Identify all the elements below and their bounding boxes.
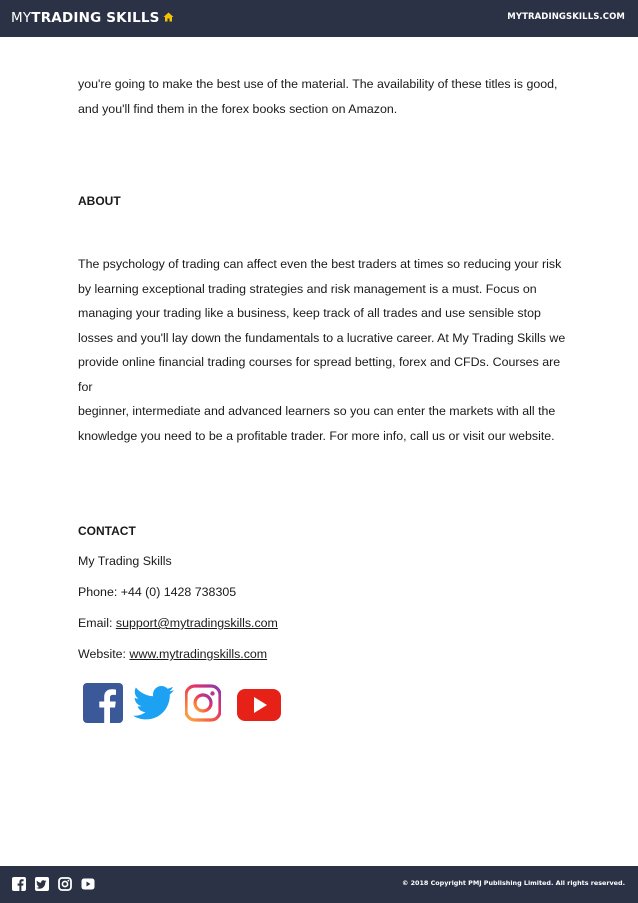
site-url[interactable]: MYTRADINGSKILLS.COM xyxy=(507,12,625,22)
about-line: beginner, intermediate and advanced learners so you can enter the markets with all the xyxy=(78,404,556,418)
instagram-icon[interactable] xyxy=(58,877,72,891)
header-bar xyxy=(0,0,638,37)
about-line: knowledge you need to be a profitable trader. For more info, call us or visit our website. xyxy=(78,428,555,443)
email-link[interactable]: support@mytradingskills.com xyxy=(115,616,278,630)
contact-phone: Phone: +44 (0) 1428 738305 xyxy=(78,585,237,599)
about-line: provide online financial trading courses for spread betting, forex and CFDs. Courses are for xyxy=(78,355,561,394)
instagram-icon[interactable] xyxy=(185,683,221,723)
website-link[interactable]: www.mytradingskills.com xyxy=(129,647,268,661)
about-line: losses and you'll lay down the fundamentals to a lucrative career. At My Trading Skills we xyxy=(78,330,566,345)
logo-text-my: MY xyxy=(11,10,32,26)
facebook-icon[interactable] xyxy=(83,683,123,723)
intro-paragraph xyxy=(78,72,568,121)
intro-line: and you'll find them in the forex books section on Amazon. xyxy=(78,101,398,116)
contact-heading: CONTACT xyxy=(78,524,136,538)
copyright-text: © 2018 Copyright PMJ Publishing Limited. All rights reserved. xyxy=(401,879,625,887)
contact-email-row xyxy=(78,616,278,630)
twitter-icon[interactable] xyxy=(132,683,176,723)
email-label: Email: xyxy=(78,616,116,630)
contact-website-row xyxy=(78,647,267,661)
youtube-icon[interactable] xyxy=(81,877,95,891)
about-line: by learning exceptional trading strategies and risk management is a must. Focus on xyxy=(78,281,537,296)
about-line: managing your trading like a business, keep track of all trades and use sensible stop xyxy=(78,306,541,320)
intro-line: you're going to make the best use of the material. The availability of these titles is good, xyxy=(78,77,558,91)
logo-text-trading-skills: TRADING SKILLS xyxy=(31,10,160,26)
contact-company: My Trading Skills xyxy=(78,554,172,568)
footer-bar xyxy=(0,866,638,903)
youtube-icon[interactable] xyxy=(236,683,282,723)
website-label: Website: xyxy=(78,647,130,661)
brand-logo[interactable] xyxy=(11,9,174,27)
house-icon xyxy=(163,10,174,26)
twitter-icon[interactable] xyxy=(35,877,49,891)
about-heading: ABOUT xyxy=(78,194,121,208)
about-line: The psychology of trading can affect even the best traders at times so reducing your risk xyxy=(78,257,562,271)
about-paragraph xyxy=(78,252,568,448)
facebook-icon[interactable] xyxy=(12,877,26,891)
